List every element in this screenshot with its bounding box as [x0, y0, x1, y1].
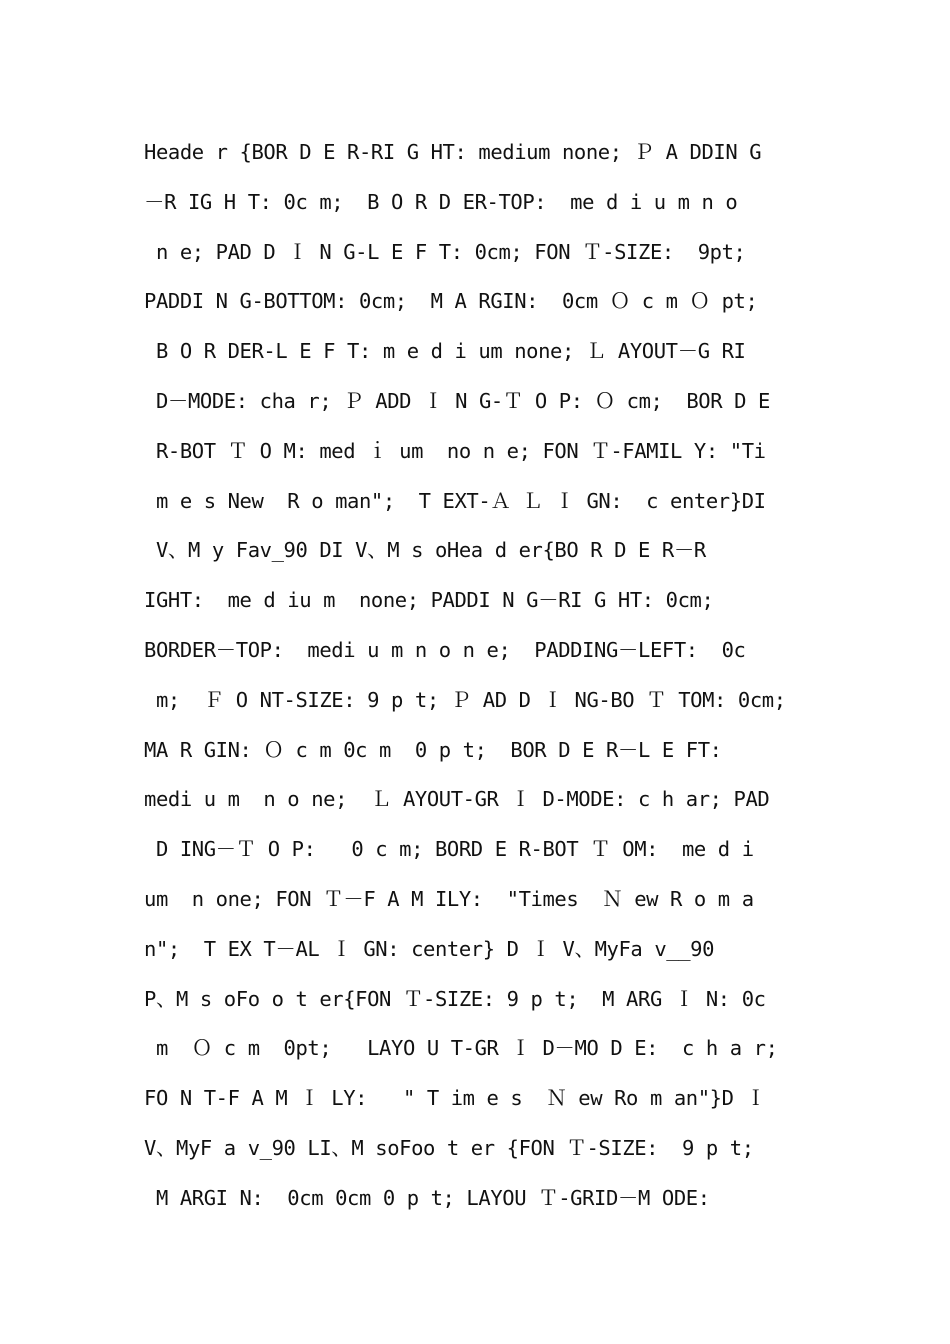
text-line: BORDER－TOP: medi u m n o n e; PADDING－LEFT: 0c	[144, 637, 746, 662]
text-line: um n one; FON Ｔ－F A M ILY: "Times Ｎ ew R o m a	[144, 886, 754, 911]
text-line: R-BOT Ｔ O M: med ｉ um no n e; FON Ｔ-FAMIL Y: "Ti	[144, 438, 766, 463]
text-line: medi u m n o ne; Ｌ AYOUT-GR Ｉ D-MODE: c h ar; PAD	[144, 787, 770, 812]
text-line: m e s New R o man"; T EXT-Ａ Ｌ Ｉ GN: c enter}DI	[144, 488, 766, 513]
text-line: V、MyF a v_90 LI、M soFoo t er {FON Ｔ-SIZE: 9 p t;	[144, 1135, 754, 1160]
text-line: －R IG H T: 0c m; B O R D ER-TOP: me d i u m n o	[144, 189, 738, 214]
text-line: MA R GIN: Ｏ c m 0c m 0 p t; BOR D E R－L E FT:	[144, 737, 722, 762]
text-line: D ING－Ｔ O P: 0 c m; BORD E R-BOT Ｔ OM: me d i	[144, 837, 754, 862]
text-line: FO N T-F A M Ｉ LY: " T im e s Ｎ ew Ro m an"}D Ｉ	[144, 1086, 766, 1111]
text-line: B O R DER-L E F T: m e d i um none; Ｌ AYOUT－G RI	[144, 339, 746, 364]
text-line: M ARGI N: 0cm 0cm 0 p t; LAYOU Ｔ-GRID－M ODE:	[144, 1185, 710, 1210]
text-line: PADDI N G-BOTTOM: 0cm; M A RGIN: 0cm Ｏ c m Ｏ pt;	[144, 289, 758, 314]
document-text	[144, 128, 814, 1224]
text-line: m; Ｆ O NT-SIZE: 9 p t; Ｐ AD D Ｉ NG-BO Ｔ TOM: 0cm;	[144, 687, 786, 712]
text-line: Heade r {BOR D E R-RI G HT: medium none; Ｐ A DDIN G	[144, 140, 762, 164]
text-line: n e; PAD D Ｉ N G-L E F T: 0cm; FON Ｔ-SIZE: 9pt;	[144, 239, 746, 264]
text-line: V、M y Fav_90 DI V、M s oHea d er{BO R D E R－R	[144, 538, 706, 563]
text-line: m Ｏ c m 0pt; LAYO U T-GR Ｉ D－MO D E: c h a r;	[144, 1036, 778, 1061]
text-line: IGHT: me d iu m none; PADDI N G－RI G HT: 0cm;	[144, 588, 714, 613]
text-line: D－MODE: cha r; Ｐ ADD Ｉ N G-Ｔ O P: Ｏ cm; BOR D E	[144, 388, 770, 413]
text-line: P、M s oFo o t er{FON Ｔ-SIZE: 9 p t; M ARG Ｉ N: 0c	[144, 986, 766, 1011]
text-line: n"; T EX T－AL Ｉ GN: center} D Ｉ V、MyFa v__90	[144, 936, 715, 961]
